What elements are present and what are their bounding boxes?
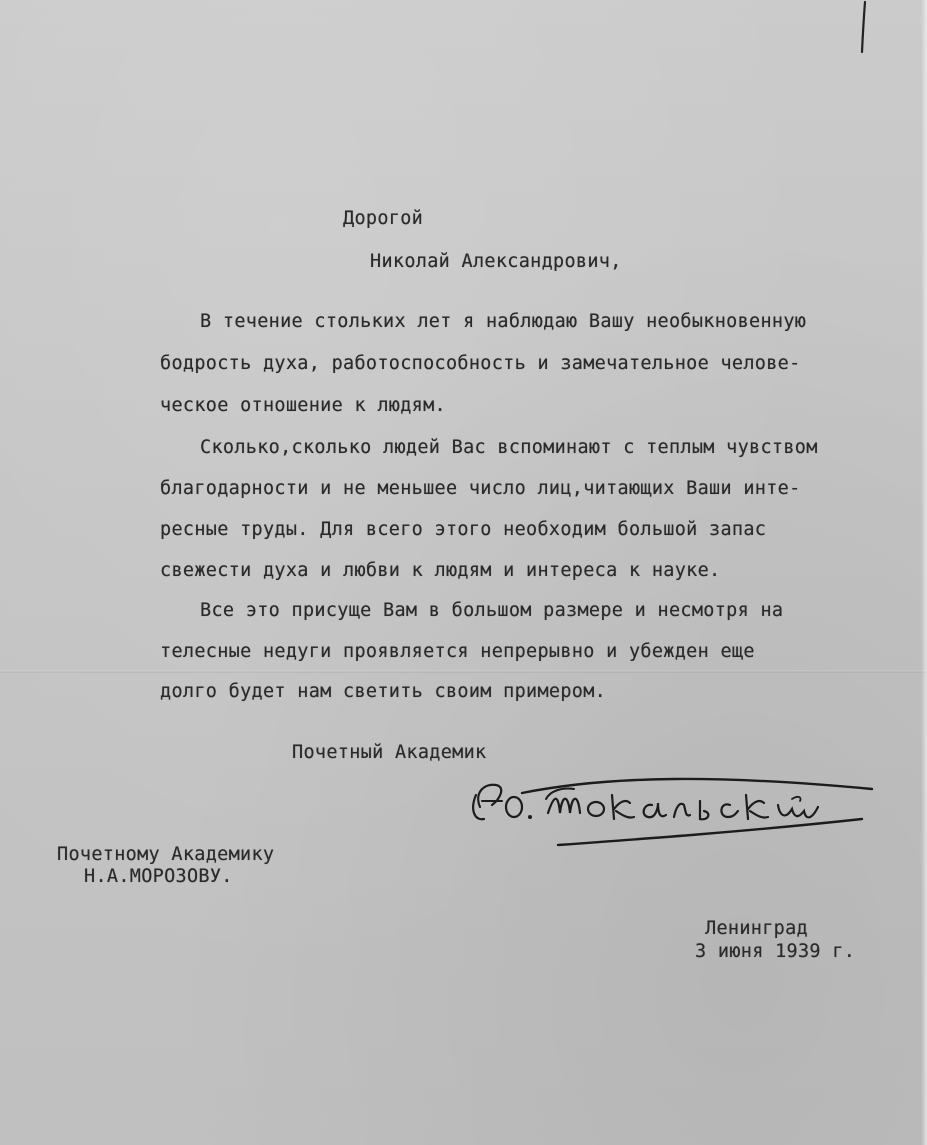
body-line: Все это присуще Вам в большом размере и несмотря на: [200, 600, 784, 621]
letter-place: Ленинград: [705, 918, 808, 939]
body-line: телесные недуги проявляется непрерывно и убежден еще: [160, 641, 755, 662]
body-line: долго будет нам светить своим примером.: [160, 681, 607, 702]
body-line: Сколько,сколько людей Вас вспоминают с теплым чувством: [200, 437, 818, 458]
corner-pen-mark: [859, 0, 873, 60]
addressee-title: Почетному Академику: [57, 844, 275, 865]
paper-edge: [921, 0, 927, 1145]
greeting-line-2: Николай Александрович,: [370, 251, 622, 272]
body-line: благодарности и не меньшее число лиц,читающих Ваши инте-: [160, 478, 801, 499]
letter-date: 3 июня 1939 г.: [695, 941, 856, 962]
body-line: бодрость духа, работоспособность и замечательное челове-: [160, 353, 801, 374]
body-line: ресные труды. Для всего этого необходим большой запас: [160, 519, 767, 540]
handwritten-signature: [462, 765, 882, 855]
body-line: свежести духа и любви к людям и интереса к науке.: [160, 560, 721, 581]
closing-title: Почетный Академик: [292, 742, 487, 763]
greeting-line-1: Дорогой: [343, 208, 424, 229]
body-line: ческое отношение к людям.: [160, 395, 446, 416]
paper-fold: [0, 670, 927, 673]
body-line: В течение стольких лет я наблюдаю Вашу необыкновенную: [200, 311, 807, 332]
addressee-name: Н.А.МОРОЗОВУ.: [84, 866, 233, 887]
